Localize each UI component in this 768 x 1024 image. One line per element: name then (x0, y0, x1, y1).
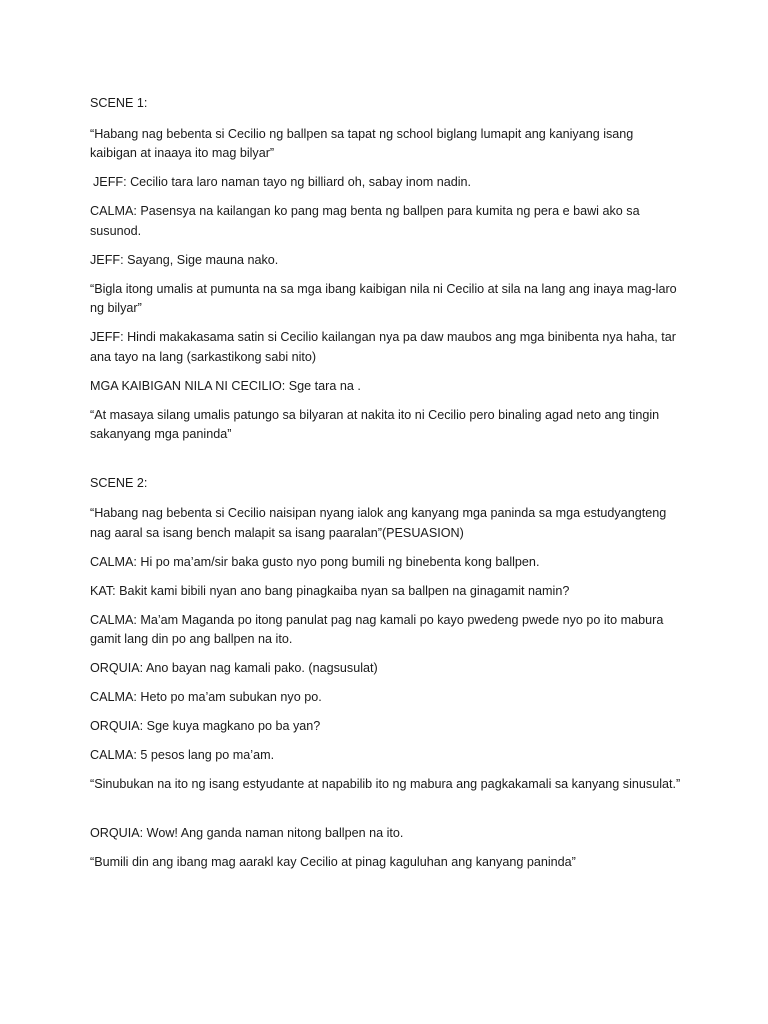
scene-1-narration-2: “Bigla itong umalis at pumunta na sa mga ibang kaibigan nila ni Cecilio at sila na lang ang inaya mag-laro ng bilyar” (90, 281, 677, 315)
scene-1-dialogue-friends: MGA KAIBIGAN NILA NI CECILIO: Sge tara na . (90, 378, 361, 393)
scene-2-dialogue-kat: KAT: Bakit kami bibili nyan ano bang pinagkaiba nyan sa ballpen na ginagamit namin? (90, 583, 570, 598)
scene-1-narration-3: “At masaya silang umalis patungo sa bilyaran at nakita ito ni Cecilio pero binaling agad neto ang tingin sakanyang mga paninda” (90, 407, 660, 441)
scene-1-dialogue-jeff-1: JEFF: Cecilio tara laro naman tayo ng billiard oh, sabay inom nadin. (93, 175, 472, 189)
scene-1-dialogue-jeff-2: JEFF: Sayang, Sige mauna nako. (90, 252, 279, 267)
scene-2-dialogue-orquia-1: ORQUIA: Ano bayan nag kamali pako. (nagsusulat) (90, 661, 378, 675)
scene-2-narration-3: “Bumili din ang ibang mag aarakl kay Cecilio at pinag kaguluhan ang kanyang paninda” (90, 854, 576, 869)
scene-2-dialogue-calma-4: CALMA: 5 pesos lang po ma’am. (90, 748, 275, 762)
scene-2-narration-1: “Habang nag bebenta si Cecilio naisipan nyang ialok ang kanyang mga paninda sa mga estudyangteng nag aaral sa isang bench malapit sa isang paaralan”(PESUASION) (90, 506, 667, 540)
scene-1-dialogue-jeff-3: JEFF: Hindi makakasama satin si Cecilio kailangan nya pa daw maubos ang mga binibenta nya haha, tar ana tayo na lang (sarkastikong sabi nito) (90, 330, 676, 364)
scene-2-dialogue-calma-2: CALMA: Ma’am Maganda po itong panulat pag nag kamali po kayo pwedeng pwede nyo po ito mabura gamit lang din po ang ballpen na ito. (90, 612, 664, 646)
scene-2-heading: SCENE 2: (90, 475, 148, 490)
scene-2-narration-2: “Sinubukan na ito ng isang estyudante at napabilib ito ng mabura ang pagkakamali sa kanyang sinusulat.” (90, 777, 681, 791)
scene-2-dialogue-calma-1: CALMA: Hi po ma’am/sir baka gusto nyo pong bumili ng binebenta kong ballpen. (90, 554, 540, 569)
scene-2-dialogue-orquia-3: ORQUIA: Wow! Ang ganda naman nitong ballpen na ito. (90, 825, 404, 840)
scene-2-dialogue-orquia-2: ORQUIA: Sge kuya magkano po ba yan? (90, 719, 321, 733)
scene-2-dialogue-calma-3: CALMA: Heto po ma’am subukan nyo po. (90, 690, 322, 704)
scene-1-dialogue-calma-1: CALMA: Pasensya na kailangan ko pang mag benta ng ballpen para kumita ng pera e bawi ako sa susunod. (90, 204, 640, 238)
scene-1-heading: SCENE 1: (90, 96, 148, 110)
scene-1-narration-1: “Habang nag bebenta si Cecilio ng ballpen sa tapat ng school biglang lumapit ang kaniyang isang kaibigan at inaaya ito mag bilyar” (90, 126, 634, 160)
